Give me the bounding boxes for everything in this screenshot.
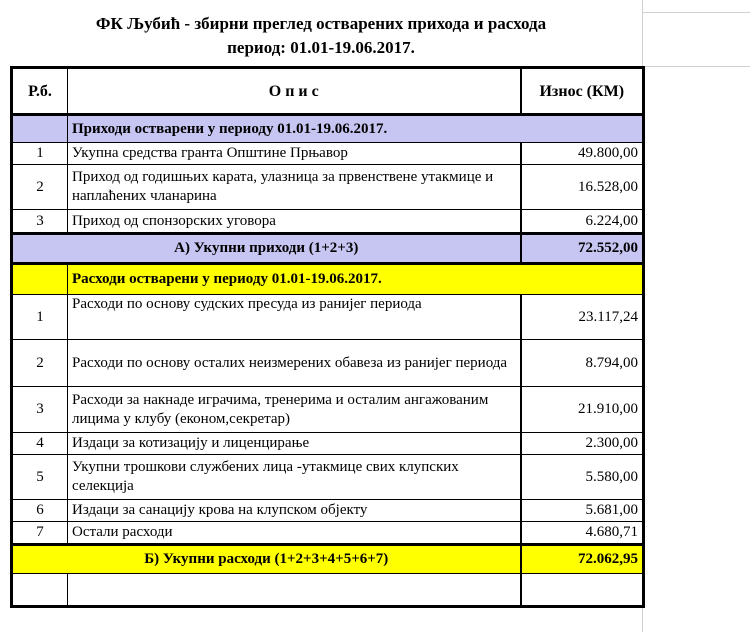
cell-rb[interactable]: 3	[12, 387, 68, 433]
gridline	[642, 12, 750, 13]
table-header-row	[12, 68, 644, 115]
table-row	[12, 143, 644, 165]
cell-iznos[interactable]: 23.117,24	[521, 295, 644, 340]
table-row	[12, 210, 644, 234]
table-row	[12, 522, 644, 545]
cell-opis[interactable]: Укупни трошкови службених лица -утакмице свих клупских селекција	[68, 455, 521, 500]
cell-rb[interactable]: 1	[12, 143, 68, 165]
cell-iznos[interactable]: 5.681,00	[521, 500, 644, 522]
gridline	[642, 66, 750, 67]
cell-opis[interactable]: Остали расходи	[68, 522, 521, 545]
table-row	[12, 165, 644, 210]
expense-total-value[interactable]: 72.062,95	[521, 545, 644, 574]
header-opis[interactable]: О п и с	[68, 68, 521, 115]
empty-cell[interactable]	[12, 574, 68, 607]
income-total-value[interactable]: 72.552,00	[521, 234, 644, 264]
cell-opis[interactable]: Расходи по основу осталих неизмерених обавеза из ранијег периода	[68, 340, 521, 387]
cell-iznos[interactable]: 5.580,00	[521, 455, 644, 500]
expense-total-row	[12, 545, 644, 574]
cell-rb[interactable]: 3	[12, 210, 68, 234]
cell-iznos[interactable]: 8.794,00	[521, 340, 644, 387]
table-row	[12, 295, 644, 340]
cell-rb[interactable]: 6	[12, 500, 68, 522]
cell-rb[interactable]: 2	[12, 340, 68, 387]
cell-opis[interactable]: Приход од спонзорских уговора	[68, 210, 521, 234]
report-table	[10, 66, 645, 608]
cell-iznos[interactable]: 6.224,00	[521, 210, 644, 234]
header-rb[interactable]: Р.б.	[12, 68, 68, 115]
cell-opis[interactable]: Приход од годишњих карата, улазница за првенствене утакмице и наплаћених чланарина	[68, 165, 521, 210]
report-title	[0, 12, 642, 60]
cell-iznos[interactable]: 4.680,71	[521, 522, 644, 545]
cell-opis[interactable]: Укупна средства гранта Општине Прњавор	[68, 143, 521, 165]
cell-iznos[interactable]: 16.528,00	[521, 165, 644, 210]
cell-rb[interactable]: 1	[12, 295, 68, 340]
income-section-row	[12, 115, 644, 143]
cell-iznos[interactable]: 49.800,00	[521, 143, 644, 165]
expense-section-blank[interactable]	[12, 264, 68, 295]
cell-rb[interactable]: 4	[12, 433, 68, 455]
header-iznos[interactable]: Износ (КМ)	[521, 68, 644, 115]
table-row	[12, 433, 644, 455]
cell-rb[interactable]: 5	[12, 455, 68, 500]
cell-rb[interactable]: 7	[12, 522, 68, 545]
table-row	[12, 455, 644, 500]
empty-row	[12, 574, 644, 607]
cell-opis[interactable]: Расходи за накнаде играчима, тренерима и осталим ангажованим лицима у клубу (економ,секретар)	[68, 387, 521, 433]
cell-iznos[interactable]: 2.300,00	[521, 433, 644, 455]
income-section-label[interactable]: Приходи остварени у периоду 01.01-19.06.2017.	[68, 115, 644, 143]
expense-section-row	[12, 264, 644, 295]
cell-opis[interactable]: Издаци за санацију крова на клупском објекту	[68, 500, 521, 522]
table-row	[12, 340, 644, 387]
table-row	[12, 387, 644, 433]
table-row	[12, 500, 644, 522]
empty-cell[interactable]	[521, 574, 644, 607]
report-title-line2: период: 01.01-19.06.2017.	[227, 38, 415, 57]
cell-iznos[interactable]: 21.910,00	[521, 387, 644, 433]
income-total-label[interactable]: А) Укупни приходи (1+2+3)	[12, 234, 521, 264]
income-section-blank[interactable]	[12, 115, 68, 143]
cell-rb[interactable]: 2	[12, 165, 68, 210]
cell-opis[interactable]: Издаци за котизацију и лиценцирање	[68, 433, 521, 455]
income-total-row	[12, 234, 644, 264]
report-title-line1: ФК Љубић - збирни преглед остварених прихода и расхода	[95, 14, 547, 33]
expense-section-label[interactable]: Расходи остварени у периоду 01.01-19.06.2017.	[68, 264, 644, 295]
empty-cell[interactable]	[68, 574, 521, 607]
expense-total-label[interactable]: Б) Укупни расходи (1+2+3+4+5+6+7)	[12, 545, 521, 574]
cell-opis[interactable]: Расходи по основу судских пресуда из ранијег периода	[68, 295, 521, 340]
